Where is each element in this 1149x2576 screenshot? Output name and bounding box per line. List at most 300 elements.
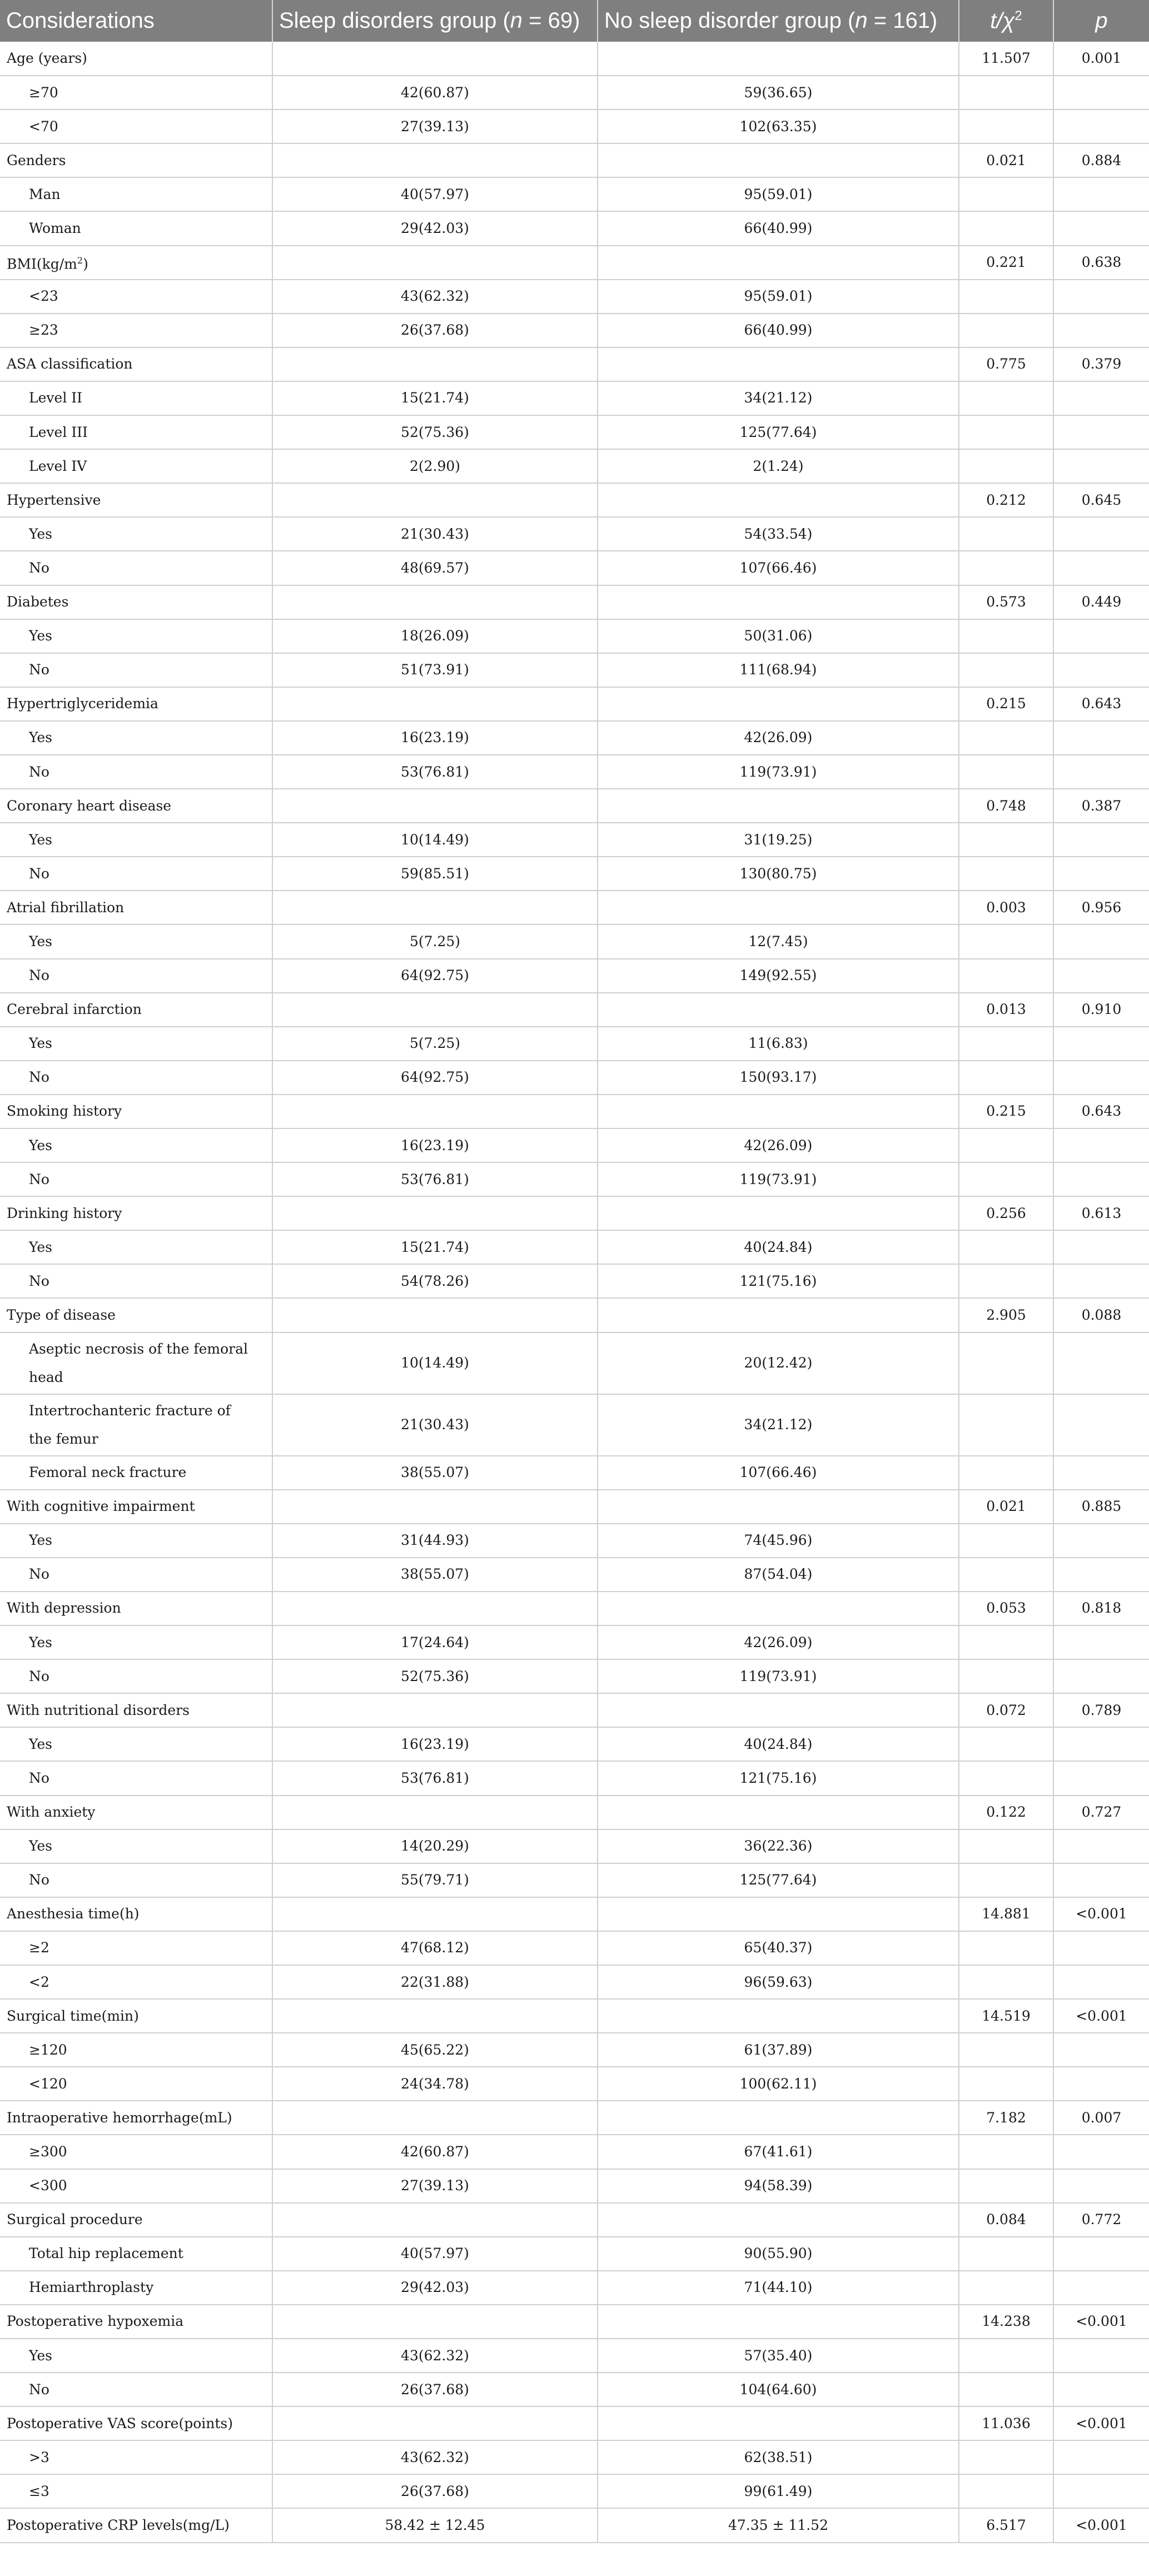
- cell-statistic: [959, 619, 1053, 653]
- cell-statistic: 0.072: [959, 1693, 1053, 1727]
- cell-statistic: [959, 1931, 1053, 1965]
- cell-label: [0, 1456, 272, 1490]
- table-header: [0, 0, 1149, 42]
- cell-label: [0, 143, 272, 177]
- table-subrow: [0, 1128, 1149, 1162]
- cell-no-sleep-group: [598, 2406, 959, 2440]
- label-text: Woman: [29, 220, 81, 237]
- cell-p-value: [1053, 2169, 1149, 2203]
- cell-statistic: [959, 1727, 1053, 1761]
- cell-no-sleep-group: 125(77.64): [598, 1863, 959, 1897]
- cell-p-value: [1053, 2373, 1149, 2406]
- cell-p-value: [1053, 2474, 1149, 2508]
- table-subrow: [0, 619, 1149, 653]
- cell-statistic: 0.021: [959, 1490, 1053, 1524]
- label-text: Cerebral infarction: [7, 1001, 142, 1018]
- cell-no-sleep-group: 71(44.10): [598, 2271, 959, 2305]
- cell-no-sleep-group: [598, 585, 959, 619]
- table-subrow: [0, 2373, 1149, 2406]
- table-row: [0, 1592, 1149, 1625]
- cell-sleep-group: 5(7.25): [272, 924, 598, 958]
- header-sleep-group-n: n: [510, 8, 523, 33]
- cell-no-sleep-group: 11(6.83): [598, 1027, 959, 1061]
- label-text: >3: [29, 2449, 49, 2465]
- cell-sleep-group: 10(14.49): [272, 1332, 598, 1394]
- cell-p-value: 0.772: [1053, 2203, 1149, 2237]
- cell-p-value: 0.643: [1053, 1095, 1149, 1128]
- cell-p-value: [1053, 1230, 1149, 1264]
- cell-p-value: 0.884: [1053, 143, 1149, 177]
- cell-label: [0, 517, 272, 551]
- table-row: [0, 2203, 1149, 2237]
- cell-p-value: [1053, 2440, 1149, 2474]
- table-row: [0, 993, 1149, 1027]
- cell-sleep-group: 38(55.07): [272, 1558, 598, 1592]
- table-subrow: [0, 110, 1149, 143]
- cell-p-value: 0.956: [1053, 891, 1149, 924]
- table-subrow: [0, 924, 1149, 958]
- cell-p-value: [1053, 2339, 1149, 2373]
- cell-label: [0, 1196, 272, 1230]
- cell-no-sleep-group: [598, 1298, 959, 1332]
- cell-label: [0, 585, 272, 619]
- cell-label: [0, 1490, 272, 1524]
- cell-sleep-group: [272, 585, 598, 619]
- cell-p-value: [1053, 2271, 1149, 2305]
- cell-sleep-group: 29(42.03): [272, 211, 598, 245]
- cell-sleep-group: [272, 483, 598, 517]
- cell-sleep-group: [272, 347, 598, 381]
- cell-label: [0, 280, 272, 314]
- table-subrow: [0, 721, 1149, 755]
- cell-label: [0, 1298, 272, 1332]
- label-text: ≥120: [29, 2041, 67, 2058]
- cell-label: [0, 1931, 272, 1965]
- table-subrow: [0, 1456, 1149, 1490]
- cell-p-value: [1053, 1727, 1149, 1761]
- cell-statistic: [959, 280, 1053, 314]
- cell-sleep-group: 2(2.90): [272, 449, 598, 483]
- cell-no-sleep-group: [598, 483, 959, 517]
- label-text: Hemiarthroplasty: [29, 2279, 154, 2296]
- label-text: <2: [29, 1973, 49, 1990]
- cell-sleep-group: 42(60.87): [272, 76, 598, 110]
- cell-sleep-group: 58.42 ± 12.45: [272, 2508, 598, 2542]
- cell-no-sleep-group: [598, 891, 959, 924]
- label-text: Yes: [29, 1137, 52, 1153]
- cell-sleep-group: 26(37.68): [272, 314, 598, 347]
- label-text: Postoperative hypoxemia: [7, 2313, 184, 2330]
- cell-statistic: [959, 721, 1053, 755]
- cell-sleep-group: [272, 1999, 598, 2033]
- label-text: No: [29, 865, 49, 882]
- table-row: [0, 2406, 1149, 2440]
- label-text: Type of disease: [7, 1307, 116, 1324]
- table-subrow: [0, 1965, 1149, 1999]
- cell-sleep-group: 48(69.57): [272, 551, 598, 585]
- cell-p-value: 0.645: [1053, 483, 1149, 517]
- table-subrow: [0, 449, 1149, 483]
- cell-label: [0, 2440, 272, 2474]
- table-subrow: [0, 2169, 1149, 2203]
- cell-statistic: [959, 2067, 1053, 2101]
- cell-statistic: [959, 823, 1053, 857]
- cell-statistic: [959, 1332, 1053, 1394]
- table-subrow: [0, 177, 1149, 211]
- cell-statistic: [959, 653, 1053, 687]
- table-row: [0, 2508, 1149, 2542]
- cell-statistic: [959, 314, 1053, 347]
- cell-sleep-group: 38(55.07): [272, 1456, 598, 1490]
- cell-sleep-group: 16(23.19): [272, 1128, 598, 1162]
- cell-label: [0, 2135, 272, 2169]
- label-text: Smoking history: [7, 1103, 122, 1120]
- cell-p-value: [1053, 924, 1149, 958]
- label-text: Yes: [29, 628, 52, 644]
- cell-p-value: [1053, 2033, 1149, 2067]
- cell-no-sleep-group: 90(55.90): [598, 2237, 959, 2271]
- cell-sleep-group: 54(78.26): [272, 1264, 598, 1298]
- table-row: [0, 347, 1149, 381]
- cell-no-sleep-group: [598, 993, 959, 1027]
- cell-sleep-group: [272, 2406, 598, 2440]
- label-text: ≥23: [29, 322, 58, 339]
- cell-label: [0, 1727, 272, 1761]
- cell-p-value: [1053, 1625, 1149, 1659]
- cell-statistic: [959, 2169, 1053, 2203]
- cell-statistic: [959, 517, 1053, 551]
- cell-p-value: <0.001: [1053, 2305, 1149, 2339]
- label-text: <23: [29, 288, 58, 305]
- cell-statistic: 0.573: [959, 585, 1053, 619]
- table-subrow: [0, 551, 1149, 585]
- label-text: Intraoperative hemorrhage(mL): [7, 2109, 232, 2126]
- cell-label: [0, 1128, 272, 1162]
- cell-statistic: [959, 1162, 1053, 1196]
- header-p-symbol: p: [1095, 8, 1108, 33]
- cell-label: [0, 721, 272, 755]
- table-row: [0, 789, 1149, 823]
- cell-sleep-group: [272, 993, 598, 1027]
- cell-label: [0, 1761, 272, 1795]
- cell-no-sleep-group: 119(73.91): [598, 1659, 959, 1693]
- cell-statistic: [959, 924, 1053, 958]
- table-row: [0, 1490, 1149, 1524]
- label-superscript: 2: [77, 255, 83, 266]
- cell-statistic: [959, 1524, 1053, 1558]
- cell-no-sleep-group: 96(59.63): [598, 1965, 959, 1999]
- label-text: Level III: [29, 424, 88, 440]
- cell-label: [0, 1095, 272, 1128]
- table-subrow: [0, 2440, 1149, 2474]
- cell-no-sleep-group: 119(73.91): [598, 755, 959, 789]
- cell-label: [0, 857, 272, 891]
- cell-label: [0, 1659, 272, 1693]
- label-text: Total hip replacement: [29, 2245, 183, 2262]
- cell-sleep-group: 29(42.03): [272, 2271, 598, 2305]
- cell-sleep-group: [272, 1095, 598, 1128]
- cell-sleep-group: 53(76.81): [272, 1761, 598, 1795]
- cell-statistic: [959, 1558, 1053, 1592]
- cell-sleep-group: 53(76.81): [272, 755, 598, 789]
- label-text: ≥2: [29, 1940, 49, 1956]
- cell-sleep-group: 59(85.51): [272, 857, 598, 891]
- cell-statistic: 0.053: [959, 1592, 1053, 1625]
- cell-no-sleep-group: 87(54.04): [598, 1558, 959, 1592]
- cell-p-value: [1053, 1761, 1149, 1795]
- table-row: [0, 246, 1149, 280]
- header-chi-sup: 2: [1014, 8, 1022, 23]
- table-subrow: [0, 1829, 1149, 1863]
- table-subrow: [0, 2339, 1149, 2373]
- cell-sleep-group: [272, 1897, 598, 1931]
- cell-label: [0, 483, 272, 517]
- label-text: With nutritional disorders: [7, 1702, 190, 1718]
- label-text: BMI(kg/m: [7, 256, 77, 272]
- cell-sleep-group: [272, 42, 598, 76]
- cell-no-sleep-group: 12(7.45): [598, 924, 959, 958]
- cell-statistic: [959, 211, 1053, 245]
- table-subrow: [0, 1394, 1149, 1456]
- table-subrow: [0, 1264, 1149, 1298]
- cell-statistic: [959, 1230, 1053, 1264]
- label-text: Intertrochanteric fracture of the femur: [29, 1403, 231, 1448]
- header-t-symbol: t: [990, 8, 997, 33]
- table-subrow: [0, 1230, 1149, 1264]
- cell-label: [0, 415, 272, 449]
- table-subrow: [0, 1625, 1149, 1659]
- cell-statistic: [959, 857, 1053, 891]
- table-subrow: [0, 1659, 1149, 1693]
- cell-label: [0, 381, 272, 415]
- label-text: With cognitive impairment: [7, 1498, 195, 1515]
- cell-p-value: [1053, 314, 1149, 347]
- cell-p-value: [1053, 1128, 1149, 1162]
- cell-no-sleep-group: 42(26.09): [598, 1128, 959, 1162]
- cell-p-value: 0.885: [1053, 1490, 1149, 1524]
- cell-label: [0, 1897, 272, 1931]
- label-text: Yes: [29, 933, 52, 949]
- label-text: Yes: [29, 1239, 52, 1255]
- cell-p-value: [1053, 1659, 1149, 1693]
- cell-statistic: [959, 1965, 1053, 1999]
- cell-sleep-group: [272, 2203, 598, 2237]
- cell-statistic: 11.507: [959, 42, 1053, 76]
- cell-p-value: [1053, 653, 1149, 687]
- cell-sleep-group: [272, 1796, 598, 1829]
- header-sleep-group: [272, 0, 598, 42]
- cell-statistic: [959, 1659, 1053, 1693]
- cell-no-sleep-group: [598, 2101, 959, 2135]
- label-text: With anxiety: [7, 1804, 96, 1821]
- cell-statistic: [959, 1761, 1053, 1795]
- cell-sleep-group: 53(76.81): [272, 1162, 598, 1196]
- label-text: Yes: [29, 1838, 52, 1854]
- cell-label: [0, 2237, 272, 2271]
- cell-p-value: [1053, 551, 1149, 585]
- table-row: [0, 2101, 1149, 2135]
- table-row: [0, 1693, 1149, 1727]
- table-subrow: [0, 1332, 1149, 1394]
- cell-no-sleep-group: [598, 2305, 959, 2339]
- cell-sleep-group: 21(30.43): [272, 1394, 598, 1456]
- cell-label: [0, 1863, 272, 1897]
- cell-label: [0, 449, 272, 483]
- label-text: No: [29, 1769, 49, 1786]
- cell-label: [0, 1162, 272, 1196]
- label-text: ≤3: [29, 2483, 49, 2499]
- cell-label: [0, 2508, 272, 2542]
- cell-sleep-group: 15(21.74): [272, 1230, 598, 1264]
- header-no-sleep-group: [598, 0, 959, 42]
- table-row: [0, 143, 1149, 177]
- cell-no-sleep-group: [598, 143, 959, 177]
- cell-sleep-group: [272, 789, 598, 823]
- cell-statistic: 7.182: [959, 2101, 1053, 2135]
- cell-no-sleep-group: 66(40.99): [598, 211, 959, 245]
- cell-no-sleep-group: 31(19.25): [598, 823, 959, 857]
- header-considerations: [0, 0, 272, 42]
- cell-sleep-group: 24(34.78): [272, 2067, 598, 2101]
- cell-p-value: [1053, 823, 1149, 857]
- cell-label: [0, 619, 272, 653]
- table-row: [0, 1999, 1149, 2033]
- cell-p-value: [1053, 619, 1149, 653]
- cell-no-sleep-group: 34(21.12): [598, 1394, 959, 1456]
- cell-no-sleep-group: [598, 1897, 959, 1931]
- cell-statistic: [959, 551, 1053, 585]
- cell-sleep-group: 43(62.32): [272, 280, 598, 314]
- cell-statistic: 14.519: [959, 1999, 1053, 2033]
- cell-label: [0, 347, 272, 381]
- table-subrow: [0, 280, 1149, 314]
- cell-p-value: [1053, 76, 1149, 110]
- cell-sleep-group: [272, 1490, 598, 1524]
- label-text: Man: [29, 186, 61, 202]
- cell-sleep-group: 47(68.12): [272, 1931, 598, 1965]
- cell-sleep-group: 27(39.13): [272, 110, 598, 143]
- table-row: [0, 483, 1149, 517]
- cell-statistic: [959, 1128, 1053, 1162]
- cell-p-value: [1053, 211, 1149, 245]
- cell-statistic: [959, 2033, 1053, 2067]
- cell-sleep-group: 14(20.29): [272, 1829, 598, 1863]
- cell-sleep-group: [272, 2305, 598, 2339]
- cell-p-value: [1053, 381, 1149, 415]
- table-subrow: [0, 415, 1149, 449]
- header-chi-symbol: /χ: [996, 8, 1015, 33]
- cell-statistic: [959, 1061, 1053, 1095]
- cell-p-value: [1053, 2067, 1149, 2101]
- cell-sleep-group: 18(26.09): [272, 619, 598, 653]
- cell-statistic: 0.215: [959, 687, 1053, 721]
- cell-label: [0, 1796, 272, 1829]
- cell-p-value: 0.910: [1053, 993, 1149, 1027]
- cell-statistic: 11.036: [959, 2406, 1053, 2440]
- label-text: Age (years): [7, 50, 87, 67]
- label-text: With depression: [7, 1600, 121, 1617]
- cell-statistic: 0.215: [959, 1095, 1053, 1128]
- label-text: Drinking history: [7, 1205, 122, 1221]
- cell-no-sleep-group: 111(68.94): [598, 653, 959, 687]
- cell-p-value: [1053, 1027, 1149, 1061]
- header-no-sleep-group-prefix: No sleep disorder group (: [604, 8, 855, 33]
- label-text: Level IV: [29, 457, 87, 474]
- cell-statistic: [959, 755, 1053, 789]
- cell-label: [0, 551, 272, 585]
- label-text: No: [29, 1566, 49, 1583]
- label-text: ≥300: [29, 2143, 67, 2160]
- header-considerations-text: Considerations: [6, 8, 155, 33]
- cell-statistic: 0.212: [959, 483, 1053, 517]
- label-text: ≥70: [29, 84, 58, 101]
- cell-statistic: [959, 449, 1053, 483]
- cell-sleep-group: 52(75.36): [272, 415, 598, 449]
- cell-label: [0, 1061, 272, 1095]
- cell-label: [0, 1027, 272, 1061]
- cell-no-sleep-group: 20(12.42): [598, 1332, 959, 1394]
- cell-no-sleep-group: [598, 1095, 959, 1128]
- cell-label: [0, 1592, 272, 1625]
- cell-label: [0, 2373, 272, 2406]
- cell-no-sleep-group: 50(31.06): [598, 619, 959, 653]
- cell-no-sleep-group: 100(62.11): [598, 2067, 959, 2101]
- header-sleep-group-suffix: = 69): [523, 8, 580, 33]
- cell-label: [0, 1524, 272, 1558]
- cell-label: [0, 959, 272, 993]
- cell-p-value: [1053, 1264, 1149, 1298]
- label-text: Postoperative VAS score(points): [7, 2415, 233, 2431]
- cell-p-value: [1053, 1558, 1149, 1592]
- label-text: No: [29, 1171, 49, 1187]
- table-row: [0, 42, 1149, 76]
- cell-statistic: [959, 1625, 1053, 1659]
- cell-sleep-group: [272, 1298, 598, 1332]
- cell-no-sleep-group: 40(24.84): [598, 1727, 959, 1761]
- table-subrow: [0, 2237, 1149, 2271]
- label-text: Yes: [29, 729, 52, 746]
- label-text: Level II: [29, 390, 83, 406]
- cell-label: [0, 1829, 272, 1863]
- cell-statistic: [959, 2135, 1053, 2169]
- label-text: Femoral neck fracture: [29, 1464, 187, 1481]
- table-subrow: [0, 76, 1149, 110]
- cell-p-value: [1053, 959, 1149, 993]
- cell-statistic: [959, 76, 1053, 110]
- cell-sleep-group: 64(92.75): [272, 959, 598, 993]
- label-text: No: [29, 1272, 49, 1289]
- cell-p-value: 0.789: [1053, 1693, 1149, 1727]
- cell-sleep-group: 52(75.36): [272, 1659, 598, 1693]
- cell-statistic: 0.256: [959, 1196, 1053, 1230]
- cell-no-sleep-group: 149(92.55): [598, 959, 959, 993]
- label-text: Surgical time(min): [7, 2007, 139, 2024]
- cell-sleep-group: [272, 143, 598, 177]
- cell-p-value: [1053, 721, 1149, 755]
- cell-label: [0, 177, 272, 211]
- label-text: <300: [29, 2177, 67, 2194]
- cell-p-value: 0.387: [1053, 789, 1149, 823]
- table-subrow: [0, 1027, 1149, 1061]
- cell-no-sleep-group: 95(59.01): [598, 280, 959, 314]
- cell-p-value: [1053, 1162, 1149, 1196]
- cell-sleep-group: [272, 687, 598, 721]
- cell-sleep-group: 15(21.74): [272, 381, 598, 415]
- cell-no-sleep-group: 74(45.96): [598, 1524, 959, 1558]
- cell-p-value: 0.727: [1053, 1796, 1149, 1829]
- table-subrow: [0, 314, 1149, 347]
- table-subrow: [0, 1162, 1149, 1196]
